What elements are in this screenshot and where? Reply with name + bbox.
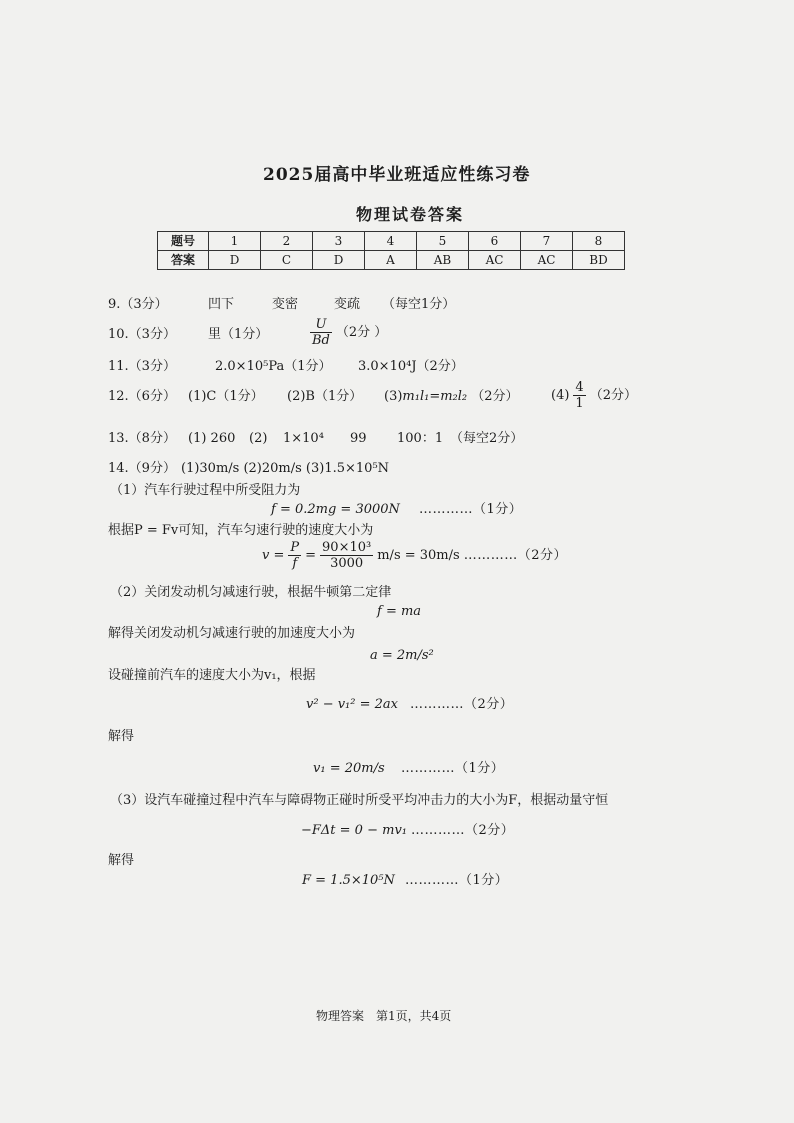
q14-equation-3-expr: f = ma: [377, 604, 422, 619]
q12-answer-4: [551, 380, 637, 411]
q14-step-5-text: 设碰撞前汽车的速度大小为v₁，根据: [108, 668, 316, 683]
table-header-number: 题号: [158, 232, 209, 251]
table-cell: 5: [417, 232, 469, 251]
q9-answer-2: 变密: [272, 297, 299, 312]
q12-answer-2: (2)B（1分）: [287, 389, 363, 404]
table-cell: AB: [417, 251, 469, 270]
q14-equation-5-score: …………（2分）: [410, 697, 514, 712]
q14-equation-1-score: …………（1分）: [419, 502, 523, 517]
table-row: [158, 232, 625, 251]
q14-equation-1-expr: f = 0.2mg = 3000N: [271, 502, 400, 517]
q12-answer-3-score: （2分）: [471, 389, 519, 404]
q14-equation-6-score: …………（1分）: [401, 761, 505, 776]
table-cell: 1: [209, 232, 261, 251]
table-cell: 3: [313, 232, 365, 251]
q14-equation-2: v = $\frac{P}{f}$ = $\frac{\text{90×10³}}{3000}$ m/s = 30m/s …………（2分）: [262, 540, 567, 571]
q14-equation-7-score: …………（2分）: [411, 823, 515, 838]
q14-step-2-text: 根据P = Fv可知，汽车匀速行驶的速度大小为: [108, 523, 374, 538]
q10-answer-1: 里（1分）: [208, 327, 269, 342]
q14-equation-6: [313, 761, 385, 777]
q14-equation-2-fraction-1: [288, 540, 301, 571]
page-subtitle: 物理试卷答案: [356, 205, 465, 224]
q12-answer-3-equation: m₁l₁=m₂l₂: [402, 389, 468, 404]
q10-fraction-den: Bd: [312, 333, 330, 348]
table-cell: C: [261, 251, 313, 270]
q12-fraction-num: 4: [575, 380, 584, 395]
q11-label: 11.（3分）: [108, 359, 176, 374]
q12-answer-3: [384, 389, 519, 405]
q9-note: （每空1分）: [382, 297, 456, 312]
q13-answer-1: (1) 260: [188, 431, 236, 446]
q12-fraction-den: 1: [575, 396, 584, 411]
q12-answer-4-score: （2分）: [589, 387, 637, 403]
q10-label: 10.（3分）: [108, 327, 176, 342]
page-title: 2025届高中毕业班适应性练习卷: [263, 165, 531, 185]
table-cell: D: [313, 251, 365, 270]
table-cell: BD: [573, 251, 625, 270]
table-cell: A: [365, 251, 417, 270]
q14-equation-2-fraction-2-num: 90×10³: [322, 540, 372, 555]
table-cell: 7: [521, 232, 573, 251]
q10-fraction-num: U: [310, 317, 332, 333]
q14-step-3-text: （2）关闭发动机匀减速行驶，根据牛顿第二定律: [110, 585, 392, 600]
q10-score-2: （2分 ）: [335, 324, 388, 340]
table-cell: 8: [573, 232, 625, 251]
table-row: [158, 251, 625, 270]
q14-equation-4: [370, 648, 434, 664]
q14-equation-2-fraction-2-den: 3000: [330, 556, 364, 571]
q13-answer-3: 99: [350, 431, 367, 446]
q14-equation-8: [302, 873, 395, 889]
q12-label: 12.（6分）: [108, 389, 176, 404]
q14-equation-2-lhs: v =: [262, 547, 285, 563]
q11-answer-1: 2.0×10⁵Pa（1分）: [215, 359, 332, 374]
q12-answer-3-prefix: (3): [384, 389, 403, 404]
q14-step-4-text: 解得关闭发动机匀减速行驶的加速度大小为: [108, 626, 356, 641]
q14-step-6-text: 解得: [108, 729, 135, 744]
q11-answer-2: 3.0×10⁴J（2分）: [358, 359, 464, 374]
q10-answer-2: [310, 317, 387, 348]
q14-equation-2-score: …………（2分）: [463, 547, 567, 563]
q12-answer-4-prefix: (4): [551, 387, 570, 403]
q14-equation-8-score: …………（1分）: [405, 873, 509, 888]
table-cell: D: [209, 251, 261, 270]
q14-step-7-text: （3）设汽车碰撞过程中汽车与障碍物正碰时所受平均冲击力的大小为F，根据动量守恒: [110, 793, 609, 808]
table-cell: 2: [261, 232, 313, 251]
q9-label: 9.（3分）: [108, 297, 168, 312]
q9-answer-3: 变疏: [334, 297, 361, 312]
q12-answer-1: (1)C（1分）: [188, 389, 264, 404]
q13-label: 13.（8分）: [108, 431, 176, 446]
q14-equation-7: [301, 823, 407, 839]
q14-equation-2-rhs: m/s = 30m/s: [377, 547, 460, 563]
table-cell: 4: [365, 232, 417, 251]
q14-equation-5-expr: v² − v₁² = 2ax: [306, 697, 398, 712]
q14-step-8-text: 解得: [108, 853, 135, 868]
q14-step-1-text: （1）汽车行驶过程中所受阻力为: [110, 483, 301, 498]
q13-answer-2-prefix: (2): [249, 431, 268, 446]
q14-equation-6-expr: v₁ = 20m/s: [313, 761, 385, 776]
q13-answer-4: 100：1: [397, 431, 444, 446]
q14-equation-2-fraction-1-num: P: [290, 540, 300, 555]
q14-equation-2-fraction-2: [320, 540, 373, 571]
q9-answer-1: 凹下: [208, 297, 235, 312]
q10-fraction: [310, 317, 332, 348]
q12-fraction: [573, 380, 585, 411]
table-cell: AC: [469, 251, 521, 270]
table-cell: AC: [521, 251, 573, 270]
table-cell: 6: [469, 232, 521, 251]
q14-equation-3: [377, 604, 421, 620]
q14-equation-4-expr: a = 2m/s²: [370, 648, 434, 663]
q13-answer-2: 1×10⁴: [283, 431, 324, 446]
table-header-answer: 答案: [158, 251, 209, 270]
q14-label: 14.（9分）: [108, 461, 176, 476]
q13-note: （每空2分）: [450, 431, 524, 446]
q14-equation-7-expr: −FΔt = 0 − mv₁: [301, 823, 407, 838]
page-footer: 物理答案 第1页，共4页: [316, 1009, 452, 1023]
q14-equation-2-fraction-1-den: f: [292, 556, 298, 571]
q14-equation-5: [306, 697, 398, 713]
q14-equation-8-expr: F = 1.5×10⁵N: [302, 873, 395, 888]
q14-equation-1: [271, 502, 400, 518]
answer-table: [157, 231, 625, 270]
q14-summary: (1)30m/s (2)20m/s (3)1.5×10⁵N: [181, 461, 390, 476]
